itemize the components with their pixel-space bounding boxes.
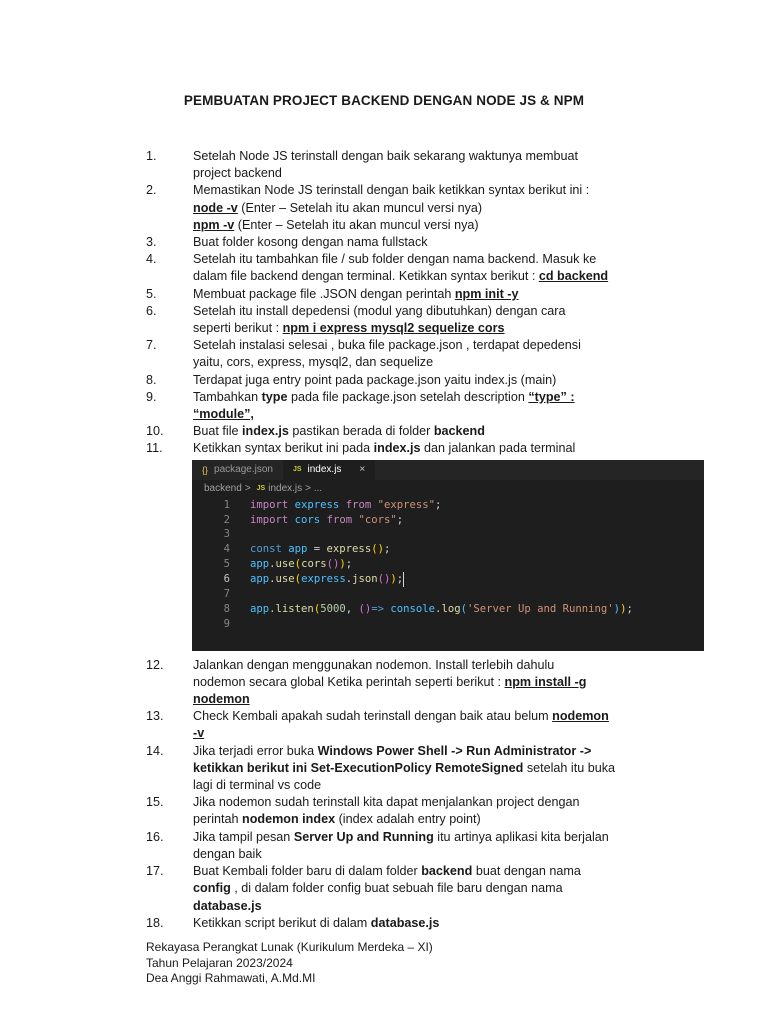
item-text	[193, 863, 676, 915]
item-text-part: , di dalam folder config buat sebuah file baru dengan nama	[230, 881, 563, 896]
item-text-part: (Enter – Setelah itu akan muncul versi nya)	[237, 200, 483, 215]
item-text-part: Membuat package file .JSON dengan perintah	[193, 286, 455, 301]
item-number: 8.	[146, 372, 157, 387]
code-line	[192, 527, 704, 542]
bold-text: config	[193, 881, 231, 896]
code-token: use	[275, 558, 295, 571]
code-token: from	[326, 513, 353, 526]
item-number: 9.	[146, 389, 157, 404]
code-token: 5000	[320, 603, 346, 615]
item-number: 18.	[146, 915, 164, 930]
code-token: =>	[371, 603, 385, 615]
item-text	[193, 148, 676, 182]
line-number: 7	[223, 588, 230, 601]
item-text-part: perintah	[193, 812, 243, 827]
code-line	[192, 557, 704, 572]
editor-tab-bar	[192, 460, 704, 480]
bold-text: Windows Power Shell -> Run Administrator ->	[317, 743, 592, 758]
code-token: ;	[345, 558, 353, 571]
list-item	[146, 389, 676, 423]
item-number: 5.	[146, 286, 157, 301]
line-number: 3	[223, 528, 230, 541]
code-line	[192, 602, 704, 617]
item-text-part: (Enter – Setelah itu akan muncul versi nya)	[234, 217, 479, 232]
code-token: app	[250, 603, 270, 615]
bold-text: backend	[421, 864, 473, 879]
list-item	[146, 863, 676, 915]
list-item	[146, 794, 676, 828]
item-text	[193, 708, 676, 742]
item-text-part: buat dengan nama	[472, 864, 581, 879]
code-token: =	[307, 543, 327, 556]
command-text: npm install -g	[504, 674, 587, 689]
command-text: nodemon	[193, 692, 250, 707]
code-token: )	[620, 603, 627, 615]
list-item	[146, 337, 676, 371]
item-text-part: dan jalankan pada terminal	[420, 441, 576, 456]
code-token: ;	[434, 498, 442, 511]
code-token: (	[294, 573, 302, 586]
list-item	[146, 182, 676, 234]
code-token: ;	[396, 573, 404, 586]
close-icon[interactable]: ×	[359, 464, 366, 476]
page-footer	[146, 940, 433, 987]
item-text-part: project backend	[193, 166, 282, 181]
tab-index-js[interactable]	[283, 460, 375, 480]
item-text-part: itu artinya aplikasi kita berjalan	[433, 829, 609, 844]
item-text	[193, 794, 676, 828]
code-token: .	[269, 573, 276, 586]
code-token: )	[390, 573, 397, 586]
code-token: .	[435, 603, 442, 615]
item-text-part: pastikan berada di folder	[288, 424, 434, 439]
item-text-part: Jika nodemon sudah terinstall kita dapat menjalankan project dengan	[193, 795, 580, 810]
code-token: app	[250, 558, 270, 571]
bold-text: nodemon index	[242, 812, 336, 827]
item-number: 16.	[146, 829, 164, 844]
item-text-part: lagi di terminal vs code	[193, 778, 322, 793]
code-token: const	[250, 543, 282, 556]
line-number: 8	[223, 603, 230, 615]
tab-label: package.json	[214, 464, 273, 476]
js-file-icon: JS	[292, 466, 302, 474]
code-token: (	[460, 603, 467, 615]
code-token: express	[326, 543, 372, 556]
item-text-part: Setelah itu install depedensi (modul yang dibutuhkan) dengan cara	[193, 303, 566, 318]
command-text: cd backend	[538, 269, 609, 284]
item-text	[193, 915, 676, 932]
code-token: (	[313, 603, 321, 615]
json-file-icon: {}	[202, 464, 209, 475]
item-text-part: Memastikan Node JS terinstall dengan baik ketikkan syntax berikut ini :	[193, 183, 590, 198]
code-token: cors	[301, 558, 327, 571]
code-token: )	[339, 558, 346, 571]
item-text-part: pada file package.json setelah description	[287, 389, 529, 404]
code-token: (	[294, 558, 302, 571]
breadcrumb	[192, 480, 704, 498]
bold-text: type	[261, 389, 288, 404]
code-token: log	[441, 603, 461, 615]
command-text: nodemon	[552, 709, 609, 724]
item-number: 4.	[146, 252, 157, 267]
code-token: console	[384, 603, 436, 615]
code-token: import	[250, 498, 289, 511]
item-text: Terdapat juga entry point pada package.json yaitu index.js (main)	[193, 372, 557, 387]
list-item	[146, 657, 676, 709]
command-text: -v	[193, 726, 205, 741]
code-token: "cors"	[352, 513, 397, 526]
item-number: 7.	[146, 338, 157, 353]
code-line	[192, 572, 704, 587]
bold-text: Server Up and Running	[293, 829, 434, 844]
item-text-part: dalam file backend dengan terminal. Ketikkan syntax berikut :	[193, 269, 539, 284]
item-text	[193, 286, 676, 303]
item-text-part: Jika terjadi error buka	[193, 743, 318, 758]
code-token: ()	[377, 573, 391, 586]
line-number: 5	[223, 558, 230, 571]
code-token: ;	[383, 543, 391, 556]
list-item	[146, 440, 676, 457]
breadcrumb-separator: >	[244, 483, 251, 495]
item-number: 12.	[146, 657, 164, 672]
breadcrumb-folder[interactable]: backend	[204, 483, 242, 495]
line-number: 2	[223, 513, 230, 526]
item-text-part: yaitu, cors, express, mysql2, dan sequelize	[193, 355, 434, 370]
code-area[interactable]	[192, 498, 704, 632]
js-file-icon: JS	[256, 485, 266, 493]
code-token: use	[275, 573, 295, 586]
line-number: 6	[223, 573, 230, 586]
item-text-part: Buat Kembali folder baru di dalam folder	[193, 864, 422, 879]
list-item	[146, 234, 676, 251]
code-line	[192, 498, 704, 513]
item-number: 11.	[146, 441, 163, 456]
command-text: npm i express mysql2 sequelize cors	[282, 321, 505, 336]
list-item	[146, 915, 676, 932]
item-text	[193, 337, 676, 371]
item-text-part: Setelah instalasi selesai , buka file package.json , terdapat depedensi	[193, 338, 581, 353]
item-text-part: Tambahkan	[193, 389, 262, 404]
code-token: )	[613, 603, 621, 615]
bold-text: index.js	[373, 441, 421, 456]
item-number: 13.	[146, 709, 164, 724]
command-text: npm init -y	[454, 286, 519, 301]
code-token: cors	[288, 513, 327, 526]
code-line	[192, 542, 704, 557]
line-number: 4	[223, 543, 230, 556]
item-text-part: Buat file	[193, 424, 243, 439]
item-text-part: Check Kembali apakah sudah terinstall dengan baik atau belum	[193, 709, 553, 724]
tab-package-json[interactable]	[192, 460, 283, 480]
code-token: ()	[326, 558, 340, 571]
item-number: 15.	[146, 795, 164, 810]
list-item	[146, 372, 676, 389]
code-token: ,	[345, 603, 359, 615]
code-token: listen	[275, 603, 314, 615]
item-text-part: Jika tampil pesan	[193, 829, 294, 844]
list-item	[146, 708, 676, 742]
item-number: 6.	[146, 303, 157, 318]
command-text: “type” :	[528, 389, 575, 404]
item-text-part: (index adalah entry point)	[335, 812, 481, 827]
code-token: .	[269, 603, 276, 615]
item-number: 10.	[146, 424, 164, 439]
code-token: ()	[358, 603, 372, 615]
list-item	[146, 743, 676, 795]
command-text: node -v	[193, 200, 238, 215]
list-item	[146, 303, 676, 337]
item-text-part: Ketikkan syntax berikut ini pada	[193, 441, 374, 456]
item-number: 14.	[146, 743, 164, 758]
item-text-part: Jalankan dengan menggunakan nodemon. Install terlebih dahulu	[193, 657, 555, 672]
code-token: json	[352, 573, 378, 586]
item-text-part: Setelah itu tambahkan file / sub folder dengan nama backend. Masuk ke	[193, 252, 597, 267]
code-token: app	[250, 573, 270, 586]
breadcrumb-file[interactable]: index.js	[268, 483, 303, 495]
tab-label: index.js	[307, 464, 342, 476]
command-text: npm -v	[193, 217, 235, 232]
code-token: from	[345, 498, 372, 511]
item-number: 17.	[146, 864, 164, 879]
item-text	[193, 440, 676, 457]
footer-line: Rekayasa Perangkat Lunak (Kurikulum Merdeka – XI)	[146, 940, 433, 954]
list-item	[146, 148, 676, 182]
code-token: express	[288, 498, 346, 511]
footer-line: Dea Anggi Rahmawati, A.Md.MI	[146, 971, 316, 986]
footer-line: Tahun Pelajaran 2023/2024	[146, 955, 293, 970]
code-line	[192, 617, 704, 632]
list-item	[146, 251, 676, 285]
steps-list	[146, 148, 676, 932]
bold-text: database.js	[193, 898, 262, 913]
bold-text: ketikkan berikut ini Set-ExecutionPolicy RemoteSigned	[193, 760, 524, 775]
list-item	[146, 829, 676, 863]
item-number: 1.	[146, 149, 157, 163]
item-text	[193, 657, 676, 709]
item-text	[193, 251, 676, 285]
code-token: import	[250, 513, 289, 526]
code-line	[192, 587, 704, 602]
breadcrumb-tail: > ...	[305, 483, 323, 495]
item-text	[193, 743, 676, 795]
code-token: ;	[626, 603, 633, 615]
item-text: Buat folder kosong dengan nama fullstack	[193, 235, 428, 250]
text-cursor	[403, 572, 404, 587]
item-text	[193, 829, 676, 863]
item-text-part: Setelah Node JS terinstall dengan baik sekarang waktunya membuat	[193, 149, 579, 163]
code-token: .	[345, 573, 353, 586]
list-item	[146, 423, 676, 440]
command-text: “module”,	[193, 407, 254, 422]
code-token: app	[281, 543, 308, 556]
code-token: express	[301, 573, 346, 586]
code-line	[192, 513, 704, 528]
list-item	[146, 286, 676, 303]
line-number: 1	[223, 498, 230, 511]
bold-text: backend	[433, 424, 485, 439]
code-token: 'Server Up and Running'	[466, 603, 614, 615]
item-number: 3.	[146, 235, 157, 250]
code-editor-screenshot	[192, 460, 704, 651]
bold-text: index.js	[242, 424, 289, 439]
item-number: 2.	[146, 183, 157, 198]
item-text-part: dengan baik	[193, 846, 262, 861]
item-text	[193, 389, 676, 423]
item-text-part: Ketikkan script berikut di dalam	[193, 915, 371, 930]
item-text-part: nodemon secara global Ketika perintah seperti berikut :	[193, 674, 505, 689]
page-title: PEMBUATAN PROJECT BACKEND DENGAN NODE JS & NPM	[183, 93, 585, 108]
code-token: "express"	[371, 498, 435, 511]
item-text-part: setelah itu buka	[523, 760, 616, 775]
line-number: 9	[223, 617, 230, 630]
item-text-part: seperti berikut :	[193, 321, 283, 336]
item-text	[193, 182, 676, 234]
code-token: ()	[371, 543, 384, 556]
item-text	[193, 423, 676, 440]
bold-text: database.js	[370, 915, 440, 930]
item-text	[193, 303, 676, 337]
code-token: ;	[396, 513, 404, 526]
code-token: .	[269, 558, 276, 571]
